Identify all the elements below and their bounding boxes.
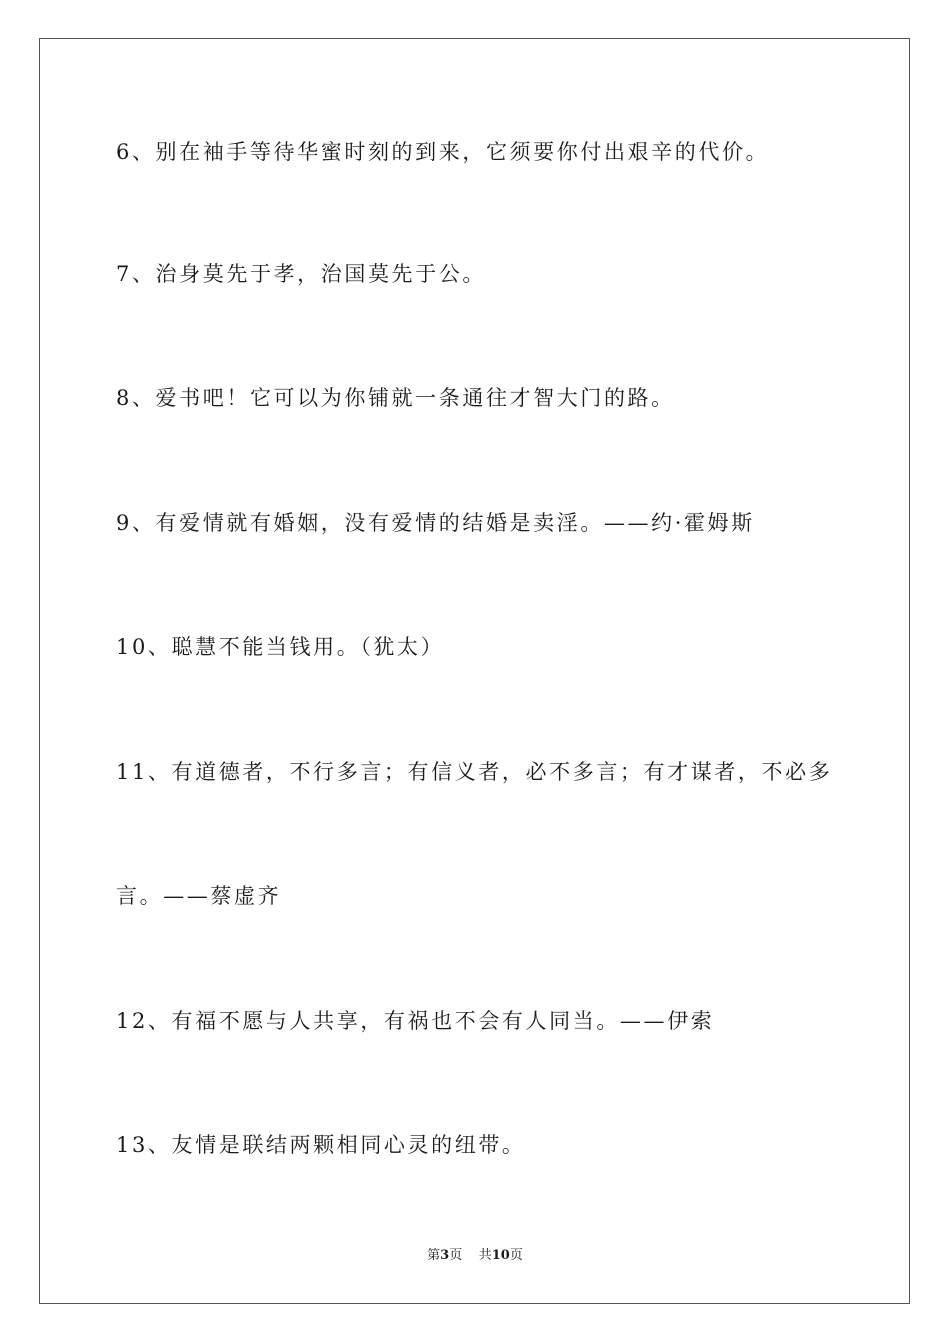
quote-12: 12、有福不愿与人共享，有祸也不会有人同当。——伊索 bbox=[116, 1009, 715, 1033]
quote-10: 10、聪慧不能当钱用。（犹太） bbox=[116, 635, 445, 659]
page-suffix: 页 bbox=[449, 1248, 463, 1263]
quote-6: 6、别在袖手等待华蜜时刻的到来，它须要你付出艰辛的代价。 bbox=[116, 140, 770, 164]
quote-7: 7、治身莫先于孝，治国莫先于公。 bbox=[116, 262, 486, 286]
total-suffix: 页 bbox=[509, 1248, 523, 1263]
page-prefix: 第 bbox=[427, 1248, 441, 1263]
quote-9: 9、有爱情就有婚姻，没有爱情的结婚是卖淫。——约·霍姆斯 bbox=[116, 511, 755, 535]
quote-11-line-2: 言。——蔡虚齐 bbox=[116, 884, 282, 908]
quote-11-line-1: 11、有道德者，不行多言；有信义者，必不多言；有才谋者，不必多 bbox=[116, 760, 833, 784]
total-prefix: 共 bbox=[478, 1248, 492, 1263]
page-border bbox=[39, 38, 910, 1304]
total-page-count: 10 bbox=[491, 1248, 510, 1263]
quote-13: 13、友情是联结两颗相同心灵的纽带。 bbox=[116, 1133, 526, 1157]
quote-8: 8、爱书吧！它可以为你铺就一条通往才智大门的路。 bbox=[116, 386, 675, 410]
page-footer bbox=[0, 1247, 950, 1265]
current-page-number: 3 bbox=[440, 1248, 450, 1263]
